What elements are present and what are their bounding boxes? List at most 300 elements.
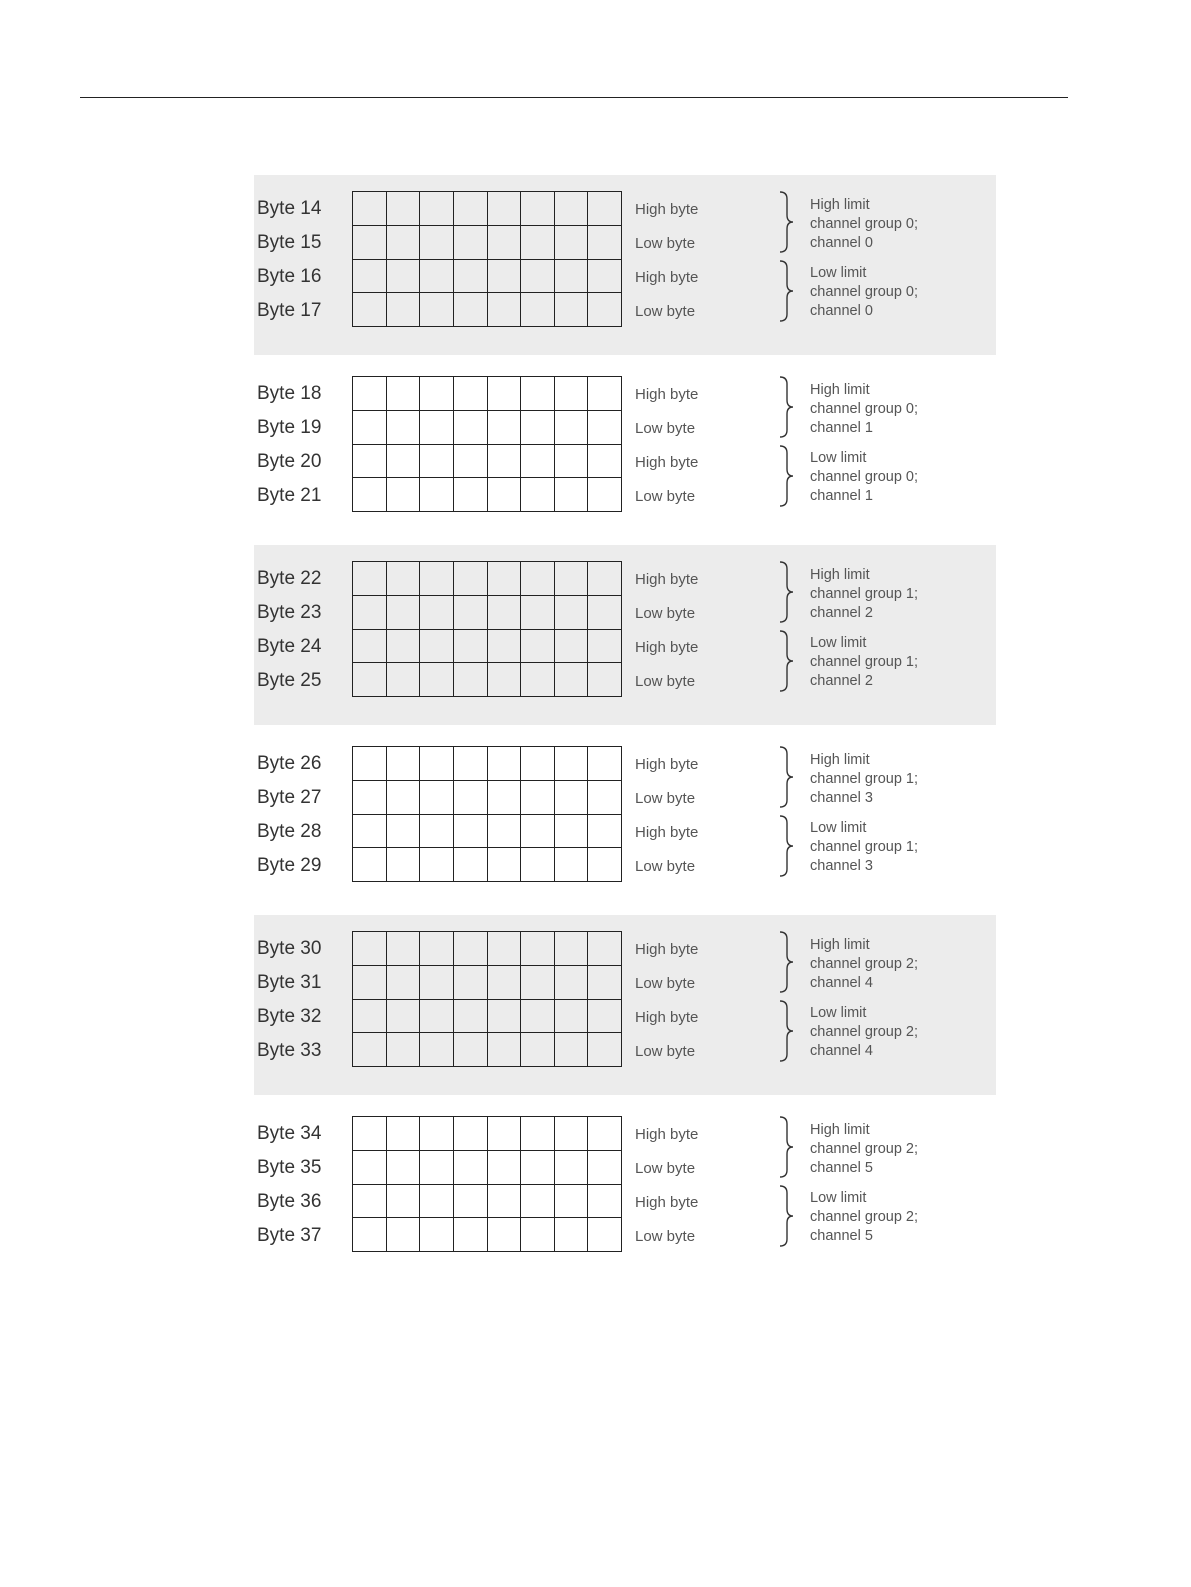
bit-cell [353, 815, 387, 849]
bit-cell [387, 1185, 421, 1219]
high-limit-description [810, 751, 918, 808]
bit-cell [387, 815, 421, 849]
bit-cell [521, 226, 555, 260]
byte-half-label: Low byte [635, 488, 696, 505]
limit-description-line: channel group 1; [810, 771, 919, 787]
curly-brace-icon [778, 445, 796, 507]
bit-cell [555, 411, 589, 445]
limit-description-line: channel 2 [810, 605, 873, 621]
byte-label: Byte 32 [257, 1006, 322, 1027]
bit-cell [454, 377, 488, 411]
bit-cell [353, 445, 387, 479]
byte-half-label: High byte [635, 639, 699, 656]
bit-cell [588, 445, 622, 479]
bit-cell [454, 562, 488, 596]
bit-cell [420, 1000, 454, 1034]
limit-description-line: Low limit [810, 635, 867, 651]
bit-cell [387, 932, 421, 966]
bit-cell [588, 1218, 622, 1252]
bit-cell [454, 815, 488, 849]
bit-cell [588, 815, 622, 849]
byte-label: Byte 28 [257, 821, 322, 842]
bit-cell [555, 596, 589, 630]
limit-description-line: channel group 1; [810, 586, 919, 602]
bit-cell [353, 1151, 387, 1185]
bit-grid [352, 561, 622, 697]
bit-cell [454, 1185, 488, 1219]
limit-description-line: channel 5 [810, 1228, 873, 1244]
bit-cell [420, 1185, 454, 1219]
byte-half-label: High byte [635, 824, 699, 841]
bit-cell [555, 192, 589, 226]
bit-cell [555, 932, 589, 966]
byte-label: Byte 17 [257, 300, 322, 321]
bit-cell [454, 293, 488, 327]
byte-half-label: Low byte [635, 1228, 696, 1245]
byte-label: Byte 24 [257, 636, 322, 657]
limit-description-line: channel group 1; [810, 839, 919, 855]
bit-cell [488, 226, 522, 260]
limit-description-line: High limit [810, 382, 870, 398]
bit-cell [420, 630, 454, 664]
bit-cell [353, 630, 387, 664]
bit-cell [521, 411, 555, 445]
curly-brace-icon [778, 746, 796, 808]
bit-cell [521, 1151, 555, 1185]
byte-half-label: Low byte [635, 605, 696, 622]
byte-half-label: High byte [635, 269, 699, 286]
byte-label: Byte 26 [257, 753, 322, 774]
byte-half-label: Low byte [635, 420, 696, 437]
limit-description-line: channel group 1; [810, 654, 919, 670]
bit-cell [387, 747, 421, 781]
bit-cell [488, 596, 522, 630]
bit-cell [555, 293, 589, 327]
bit-cell [353, 747, 387, 781]
bit-cell [488, 848, 522, 882]
bit-cell [488, 192, 522, 226]
limit-description-line: channel 0 [810, 235, 873, 251]
bit-cell [521, 478, 555, 512]
byte-panel [254, 730, 996, 910]
limit-description-line: Low limit [810, 450, 867, 466]
bit-cell [488, 293, 522, 327]
limit-description-line: channel 3 [810, 790, 873, 806]
bit-cell [521, 445, 555, 479]
bit-cell [387, 445, 421, 479]
low-limit-description [810, 634, 918, 691]
bit-cell [555, 1151, 589, 1185]
bit-cell [420, 260, 454, 294]
bit-cell [521, 596, 555, 630]
limit-description-line: channel 4 [810, 1043, 873, 1059]
bit-cell [555, 562, 589, 596]
byte-label: Byte 33 [257, 1040, 322, 1061]
bit-cell [488, 1117, 522, 1151]
high-limit-description [810, 381, 918, 438]
bit-cell [588, 848, 622, 882]
bit-cell [454, 226, 488, 260]
bit-cell [488, 562, 522, 596]
curly-brace-icon [778, 260, 796, 322]
byte-label: Byte 20 [257, 451, 322, 472]
byte-label: Byte 34 [257, 1123, 322, 1144]
bit-cell [521, 815, 555, 849]
bit-cell [420, 377, 454, 411]
bit-cell [588, 293, 622, 327]
bit-cell [521, 192, 555, 226]
low-limit-description [810, 1189, 918, 1246]
bit-cell [521, 663, 555, 697]
byte-panel [254, 175, 996, 355]
bit-cell [420, 1033, 454, 1067]
limit-description-line: High limit [810, 937, 870, 953]
bit-cell [488, 411, 522, 445]
high-limit-description [810, 1121, 918, 1178]
byte-panel [254, 545, 996, 725]
bit-cell [488, 630, 522, 664]
bit-cell [353, 932, 387, 966]
bit-cell [521, 848, 555, 882]
bit-cell [454, 747, 488, 781]
bit-cell [420, 1218, 454, 1252]
bit-cell [588, 562, 622, 596]
bit-cell [420, 932, 454, 966]
bit-cell [454, 848, 488, 882]
bit-cell [387, 1033, 421, 1067]
bit-cell [420, 848, 454, 882]
bit-cell [420, 663, 454, 697]
byte-label: Byte 18 [257, 383, 322, 404]
bit-cell [387, 663, 421, 697]
low-limit-description [810, 264, 918, 321]
byte-half-label: Low byte [635, 975, 696, 992]
byte-half-label: Low byte [635, 858, 696, 875]
bit-cell [353, 226, 387, 260]
byte-label: Byte 35 [257, 1157, 322, 1178]
byte-half-label: Low byte [635, 1160, 696, 1177]
bit-cell [387, 781, 421, 815]
bit-cell [454, 445, 488, 479]
bit-cell [555, 478, 589, 512]
bit-cell [555, 630, 589, 664]
bit-cell [588, 192, 622, 226]
bit-cell [420, 966, 454, 1000]
bit-cell [387, 226, 421, 260]
byte-label: Byte 30 [257, 938, 322, 959]
bit-cell [353, 377, 387, 411]
bit-cell [588, 630, 622, 664]
limit-description-line: channel 3 [810, 858, 873, 874]
bit-cell [488, 781, 522, 815]
limit-description-line: channel 2 [810, 673, 873, 689]
bit-cell [488, 1033, 522, 1067]
bit-cell [588, 1185, 622, 1219]
bit-cell [387, 1000, 421, 1034]
limit-description-line: Low limit [810, 1005, 867, 1021]
bit-cell [387, 260, 421, 294]
bit-cell [454, 663, 488, 697]
bit-cell [588, 478, 622, 512]
bit-cell [488, 445, 522, 479]
bit-cell [420, 747, 454, 781]
byte-label: Byte 16 [257, 266, 322, 287]
bit-cell [420, 192, 454, 226]
bit-cell [488, 663, 522, 697]
limit-description-line: High limit [810, 1122, 870, 1138]
bit-cell [420, 1151, 454, 1185]
bit-cell [353, 848, 387, 882]
limit-description-line: channel 1 [810, 488, 873, 504]
high-limit-description [810, 936, 918, 993]
bit-cell [588, 1117, 622, 1151]
byte-panel [254, 1100, 996, 1280]
bit-cell [387, 377, 421, 411]
bit-grid [352, 746, 622, 882]
byte-half-label: High byte [635, 454, 699, 471]
bit-cell [488, 747, 522, 781]
bit-cell [488, 1218, 522, 1252]
bit-cell [488, 815, 522, 849]
limit-description-line: High limit [810, 197, 870, 213]
bit-cell [588, 966, 622, 1000]
bit-cell [521, 1185, 555, 1219]
bit-cell [353, 1117, 387, 1151]
bit-cell [555, 1033, 589, 1067]
bit-grid [352, 376, 622, 512]
bit-cell [353, 596, 387, 630]
bit-cell [555, 1117, 589, 1151]
bit-cell [420, 478, 454, 512]
curly-brace-icon [778, 931, 796, 993]
bit-grid [352, 191, 622, 327]
byte-half-label: High byte [635, 756, 699, 773]
high-limit-description [810, 566, 918, 623]
bit-cell [454, 1033, 488, 1067]
bit-cell [454, 478, 488, 512]
bit-cell [420, 815, 454, 849]
byte-half-label: High byte [635, 1009, 699, 1026]
curly-brace-icon [778, 630, 796, 692]
bit-cell [387, 1218, 421, 1252]
byte-half-label: High byte [635, 386, 699, 403]
byte-label: Byte 29 [257, 855, 322, 876]
limit-description-line: channel group 0; [810, 469, 919, 485]
bit-cell [387, 1151, 421, 1185]
byte-half-label: High byte [635, 571, 699, 588]
bit-cell [353, 1000, 387, 1034]
limit-description-line: channel group 2; [810, 1141, 919, 1157]
bit-cell [353, 781, 387, 815]
limit-description-line: channel 0 [810, 303, 873, 319]
bit-cell [454, 932, 488, 966]
bit-cell [521, 260, 555, 294]
bit-cell [420, 226, 454, 260]
byte-half-label: High byte [635, 941, 699, 958]
bit-cell [588, 932, 622, 966]
bit-cell [488, 966, 522, 1000]
limit-description-line: Low limit [810, 820, 867, 836]
bit-cell [521, 1033, 555, 1067]
bit-cell [454, 630, 488, 664]
bit-cell [353, 1218, 387, 1252]
bit-cell [387, 192, 421, 226]
bit-cell [521, 966, 555, 1000]
byte-half-label: High byte [635, 201, 699, 218]
limit-description-line: channel group 2; [810, 1024, 919, 1040]
bit-cell [454, 1218, 488, 1252]
limit-description-line: channel group 0; [810, 216, 919, 232]
bit-cell [555, 815, 589, 849]
limit-description-line: channel group 0; [810, 284, 919, 300]
byte-label: Byte 21 [257, 485, 322, 506]
bit-cell [521, 1218, 555, 1252]
bit-cell [420, 1117, 454, 1151]
bit-cell [353, 663, 387, 697]
curly-brace-icon [778, 561, 796, 623]
bit-cell [454, 781, 488, 815]
limit-description-line: channel group 0; [810, 401, 919, 417]
bit-cell [488, 260, 522, 294]
byte-label: Byte 15 [257, 232, 322, 253]
bit-cell [454, 966, 488, 1000]
bit-cell [555, 848, 589, 882]
bit-cell [521, 1000, 555, 1034]
byte-label: Byte 25 [257, 670, 322, 691]
byte-half-label: Low byte [635, 673, 696, 690]
bit-cell [454, 411, 488, 445]
byte-label: Byte 14 [257, 198, 322, 219]
bit-cell [454, 1117, 488, 1151]
bit-cell [555, 1000, 589, 1034]
bit-cell [454, 192, 488, 226]
bit-cell [420, 293, 454, 327]
byte-half-label: Low byte [635, 235, 696, 252]
bit-cell [387, 411, 421, 445]
bit-cell [521, 932, 555, 966]
bit-cell [555, 1218, 589, 1252]
bit-cell [387, 966, 421, 1000]
byte-panel [254, 360, 996, 540]
bit-cell [387, 630, 421, 664]
bit-cell [353, 1185, 387, 1219]
bit-cell [353, 478, 387, 512]
bit-cell [555, 260, 589, 294]
low-limit-description [810, 449, 918, 506]
bit-cell [353, 260, 387, 294]
byte-label: Byte 31 [257, 972, 322, 993]
bit-cell [555, 966, 589, 1000]
bit-cell [588, 226, 622, 260]
bit-cell [555, 1185, 589, 1219]
bit-cell [555, 445, 589, 479]
byte-label: Byte 27 [257, 787, 322, 808]
bit-cell [555, 226, 589, 260]
bit-cell [588, 1033, 622, 1067]
curly-brace-icon [778, 1000, 796, 1062]
bit-cell [588, 260, 622, 294]
bit-grid [352, 931, 622, 1067]
low-limit-description [810, 1004, 918, 1061]
bit-cell [521, 1117, 555, 1151]
limit-description-line: channel 1 [810, 420, 873, 436]
bit-cell [588, 747, 622, 781]
bit-cell [555, 781, 589, 815]
bit-cell [353, 562, 387, 596]
curly-brace-icon [778, 1185, 796, 1247]
byte-label: Byte 19 [257, 417, 322, 438]
byte-panel [254, 915, 996, 1095]
header-rule [80, 97, 1068, 98]
bit-cell [420, 445, 454, 479]
byte-half-label: Low byte [635, 790, 696, 807]
bit-cell [521, 781, 555, 815]
bit-cell [521, 377, 555, 411]
bit-cell [488, 1151, 522, 1185]
bit-cell [588, 596, 622, 630]
bit-cell [488, 1185, 522, 1219]
limit-description-line: Low limit [810, 265, 867, 281]
limit-description-line: channel 4 [810, 975, 873, 991]
bit-cell [353, 192, 387, 226]
bit-cell [387, 596, 421, 630]
bit-cell [454, 596, 488, 630]
bit-cell [420, 411, 454, 445]
byte-label: Byte 37 [257, 1225, 322, 1246]
bit-cell [387, 848, 421, 882]
bit-cell [588, 411, 622, 445]
curly-brace-icon [778, 1116, 796, 1178]
limit-description-line: channel 5 [810, 1160, 873, 1176]
bit-cell [588, 1000, 622, 1034]
bit-cell [420, 596, 454, 630]
bit-cell [387, 1117, 421, 1151]
bit-cell [555, 663, 589, 697]
limit-description-line: High limit [810, 752, 870, 768]
bit-cell [454, 1151, 488, 1185]
bit-cell [488, 1000, 522, 1034]
bit-cell [588, 1151, 622, 1185]
curly-brace-icon [778, 376, 796, 438]
bit-cell [488, 478, 522, 512]
bit-cell [555, 747, 589, 781]
limit-description-line: channel group 2; [810, 1209, 919, 1225]
byte-half-label: High byte [635, 1194, 699, 1211]
bit-cell [353, 1033, 387, 1067]
bit-cell [353, 293, 387, 327]
byte-label: Byte 22 [257, 568, 322, 589]
bit-cell [454, 260, 488, 294]
curly-brace-icon [778, 191, 796, 253]
byte-half-label: Low byte [635, 303, 696, 320]
byte-half-label: High byte [635, 1126, 699, 1143]
byte-label: Byte 36 [257, 1191, 322, 1212]
bit-cell [521, 293, 555, 327]
bit-cell [521, 630, 555, 664]
bit-cell [521, 747, 555, 781]
bit-grid [352, 1116, 622, 1252]
bit-cell [420, 781, 454, 815]
bit-cell [387, 562, 421, 596]
bit-cell [387, 478, 421, 512]
low-limit-description [810, 819, 918, 876]
bit-cell [555, 377, 589, 411]
bit-cell [488, 932, 522, 966]
limit-description-line: High limit [810, 567, 870, 583]
bit-cell [588, 781, 622, 815]
bit-cell [454, 1000, 488, 1034]
bit-cell [420, 562, 454, 596]
